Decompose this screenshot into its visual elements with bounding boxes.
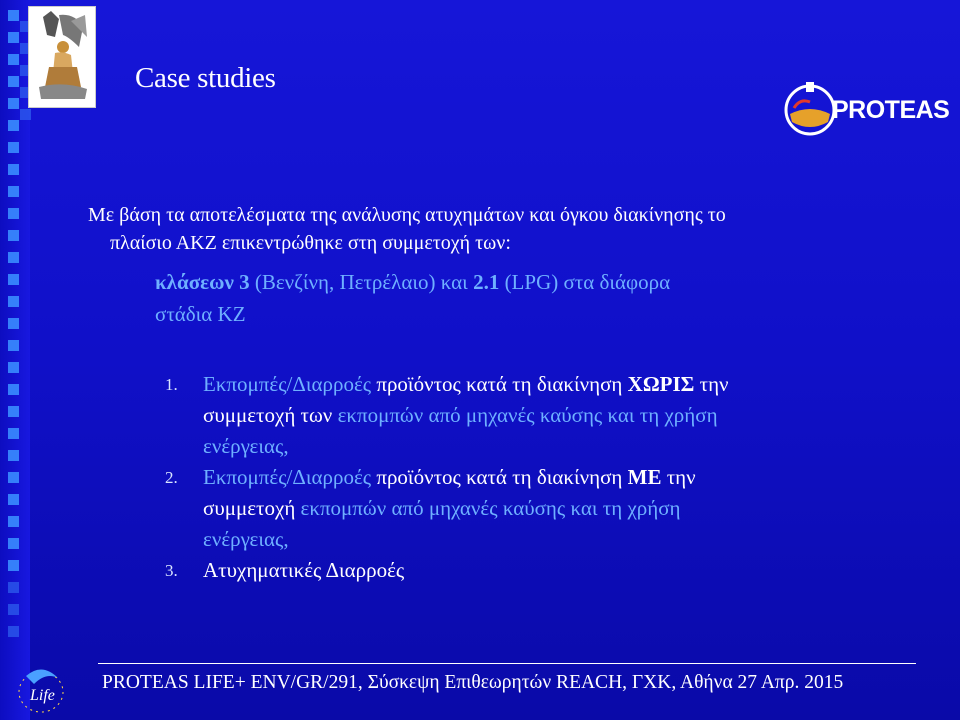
strip-square (8, 120, 19, 131)
item-emphasis: ΜΕ (627, 465, 662, 489)
item-term: ενέργειας, (203, 527, 289, 551)
case-list (165, 369, 885, 586)
proteas-logo-text: PROTEAS (832, 96, 950, 124)
strip-square (8, 384, 19, 395)
classes-mid: (Βενζίνη, Πετρέλαιο) και (254, 270, 468, 294)
item-text: συμμετοχή των (203, 403, 333, 427)
strip-square (8, 494, 19, 505)
intro-line-1: Με βάση τα αποτελέσματα της ανάλυσης ατυχημάτων και όγκου διακίνησης το (88, 204, 726, 226)
strip-square (8, 10, 19, 21)
strip-square (8, 318, 19, 329)
strip-square (8, 274, 19, 285)
strip-square (8, 406, 19, 417)
strip-square (8, 516, 19, 527)
class-number-1: 3 (239, 270, 250, 294)
athena-figure-icon (29, 7, 95, 107)
list-item (165, 555, 885, 586)
item-text: προϊόντος κατά τη διακίνηση (376, 372, 623, 396)
strip-square (8, 450, 19, 461)
classes-paragraph (155, 266, 855, 330)
classes-prefix: κλάσεων (155, 270, 234, 294)
list-item (165, 369, 885, 462)
classes-line-2: στάδια ΚΖ (155, 302, 246, 326)
strip-square (8, 428, 19, 439)
strip-square (8, 626, 19, 637)
item-term: Εκπομπές/Διαρροές (203, 465, 372, 489)
strip-square (20, 109, 31, 120)
item-text: προϊόντος κατά τη διακίνηση (376, 465, 623, 489)
item-term: εκπομπών από μηχανές καύσης και τη χρήση (300, 496, 681, 520)
strip-square (8, 582, 19, 593)
item-text: συμμετοχή (203, 496, 296, 520)
item-text: την (699, 372, 729, 396)
class-number-2: 2.1 (473, 270, 500, 294)
item-text: την (666, 465, 696, 489)
list-number: 1. (165, 375, 178, 394)
list-number: 3. (165, 561, 178, 580)
life-logo-text: Life (30, 687, 55, 704)
footer-divider (98, 663, 916, 664)
strip-square (8, 142, 19, 153)
strip-square (8, 296, 19, 307)
strip-square (8, 252, 19, 263)
university-logo (28, 6, 96, 108)
strip-square (8, 362, 19, 373)
list-number: 2. (165, 468, 178, 487)
classes-suffix: (LPG) στα διάφορα (504, 270, 671, 294)
slide-title: Case studies (135, 62, 276, 94)
strip-square (8, 208, 19, 219)
item-emphasis: ΧΩΡΙΣ (627, 372, 695, 396)
strip-square (8, 604, 19, 615)
footer-text: PROTEAS LIFE+ ENV/GR/291, Σύσκεψη Επιθεωρητών REACH, ΓΧΚ, Αθήνα 27 Απρ. 2015 (102, 672, 844, 693)
item-text: Ατυχηματικές Διαρροές (203, 558, 405, 582)
strip-square (8, 98, 19, 109)
strip-square (8, 560, 19, 571)
strip-square (8, 472, 19, 483)
list-item (165, 462, 885, 555)
strip-square (8, 76, 19, 87)
item-term: ενέργειας, (203, 434, 289, 458)
decorative-strip (0, 0, 30, 720)
life-logo-icon (6, 664, 76, 718)
strip-square (8, 230, 19, 241)
strip-square (8, 340, 19, 351)
intro-line-2: πλαίσιο ΑΚΖ επικεντρώθηκε στη συμμετοχή των: (110, 232, 511, 254)
strip-square (8, 186, 19, 197)
item-term: εκπομπών από μηχανές καύσης και τη χρήση (337, 403, 718, 427)
item-term: Εκπομπές/Διαρροές (203, 372, 372, 396)
strip-square (8, 54, 19, 65)
strip-square (8, 164, 19, 175)
strip-square (8, 32, 19, 43)
strip-square (8, 538, 19, 549)
intro-paragraph (88, 201, 848, 257)
